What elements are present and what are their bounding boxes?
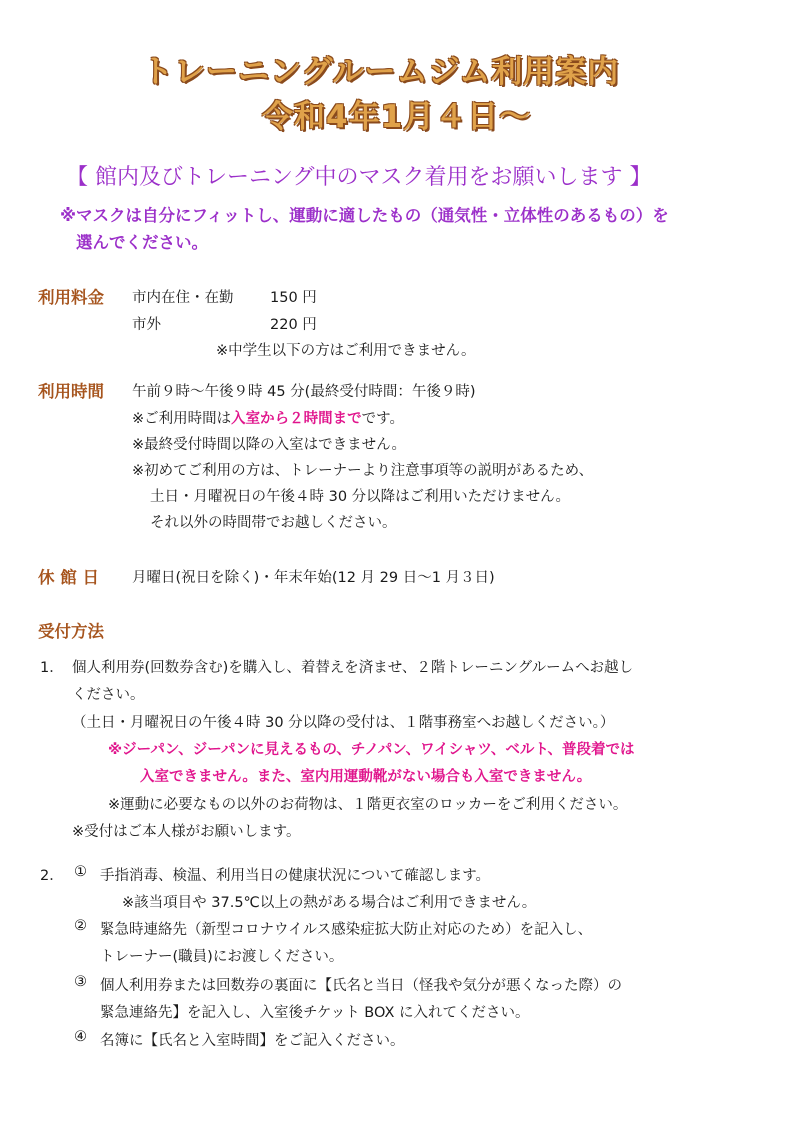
fee-resident-price: 150 円 bbox=[270, 290, 317, 306]
fee-outside-price: 220 円 bbox=[270, 317, 317, 333]
mask-note-line1: ※マスクは自分にフィットし、運動に適したもの（通気性・立体性のあるもの）を bbox=[60, 206, 669, 225]
reception-item1-line3: （土日・月曜祝日の午後４時 30 分以降の受付は、１階事務室へお越しください。） bbox=[72, 715, 615, 731]
reception-item1-number: 1． bbox=[40, 660, 64, 676]
step2-number: ② bbox=[74, 918, 87, 934]
step2-line2: トレーナー(職員)にお渡しください。 bbox=[100, 949, 344, 965]
reception-item1-note1: ※運動に必要なもの以外のお荷物は、１階更衣室のロッカーをご利用ください。 bbox=[108, 797, 628, 813]
page-title: トレーニングルームジム利用案内 bbox=[142, 54, 620, 90]
hours-label: 利用時間 bbox=[38, 382, 104, 401]
step3-line2: 緊急連絡先】を記入し、入室後チケット BOX に入れてください。 bbox=[100, 1005, 530, 1021]
hours-note2: ※最終受付時間以降の入室はできません。 bbox=[132, 437, 407, 453]
step1-text: 手指消毒、検温、利用当日の健康状況について確認します。 bbox=[100, 868, 491, 884]
mask-heading: 【 館内及びトレーニング中のマスク着用をお願いします 】 bbox=[66, 165, 652, 190]
step3-number: ③ bbox=[74, 974, 87, 990]
hours-note3-line3: それ以外の時間帯でお越しください。 bbox=[150, 515, 397, 531]
dress-code-warning-line2: 入室できません。また、室内用運動靴がない場合も入室できません。 bbox=[140, 769, 592, 785]
reception-item1-line2: ください。 bbox=[72, 687, 145, 703]
step1-number: ① bbox=[74, 864, 87, 880]
step4-text: 名簿に【氏名と入室時間】をご記入ください。 bbox=[100, 1033, 405, 1049]
page-subtitle-date: 令和4年1月４日～ bbox=[262, 99, 532, 135]
hours-note3-line1: ※初めてご利用の方は、トレーナーより注意事項等の説明があるため、 bbox=[132, 463, 594, 479]
reception-item2-number: 2． bbox=[40, 868, 64, 884]
hours-main: 午前９時～午後９時 45 分(最終受付時間：午後９時) bbox=[132, 384, 476, 400]
step2-line1: 緊急時連絡先（新型コロナウイルス感染症拡大防止対応のため）を記入し、 bbox=[100, 922, 593, 938]
step1-note: ※該当項目や 37.5℃以上の熱がある場合はご利用できません。 bbox=[122, 895, 537, 911]
reception-item1-line1: 個人利用券(回数券含む)を購入し、着替えを済ませ、２階トレーニングルームへお越し bbox=[72, 660, 634, 676]
closed-label: 休 館 日 bbox=[38, 568, 99, 587]
fee-note: ※中学生以下の方はご利用できません。 bbox=[216, 343, 476, 359]
mask-note-line2: 選んでください。 bbox=[76, 233, 208, 252]
closed-text: 月曜日(祝日を除く)・年末年始(12 月 29 日～1 月３日) bbox=[132, 570, 495, 586]
hours-note1-emphasis: 入室から２時間まで bbox=[231, 411, 362, 427]
hours-note1: ※ご利用時間は入室から２時間までです。 bbox=[132, 411, 404, 427]
hours-note3-line2: 土日・月曜祝日の午後４時 30 分以降はご利用いただけません。 bbox=[150, 489, 571, 505]
step4-number: ④ bbox=[74, 1029, 87, 1045]
fees-label: 利用料金 bbox=[38, 288, 104, 307]
fee-outside-label: 市外 bbox=[132, 317, 161, 333]
dress-code-warning-line1: ※ジーパン、ジーパンに見えるもの、チノパン、ワイシャツ、ベルト、普段着では bbox=[108, 742, 635, 758]
fee-resident-label: 市内在住・在勤 bbox=[132, 290, 234, 306]
reception-item1-note2: ※受付はご本人様がお願いします。 bbox=[72, 824, 301, 840]
step3-line1: 個人利用券または回数券の裏面に【氏名と当日（怪我や気分が悪くなった際）の bbox=[100, 978, 622, 994]
reception-label: 受付方法 bbox=[38, 622, 104, 641]
